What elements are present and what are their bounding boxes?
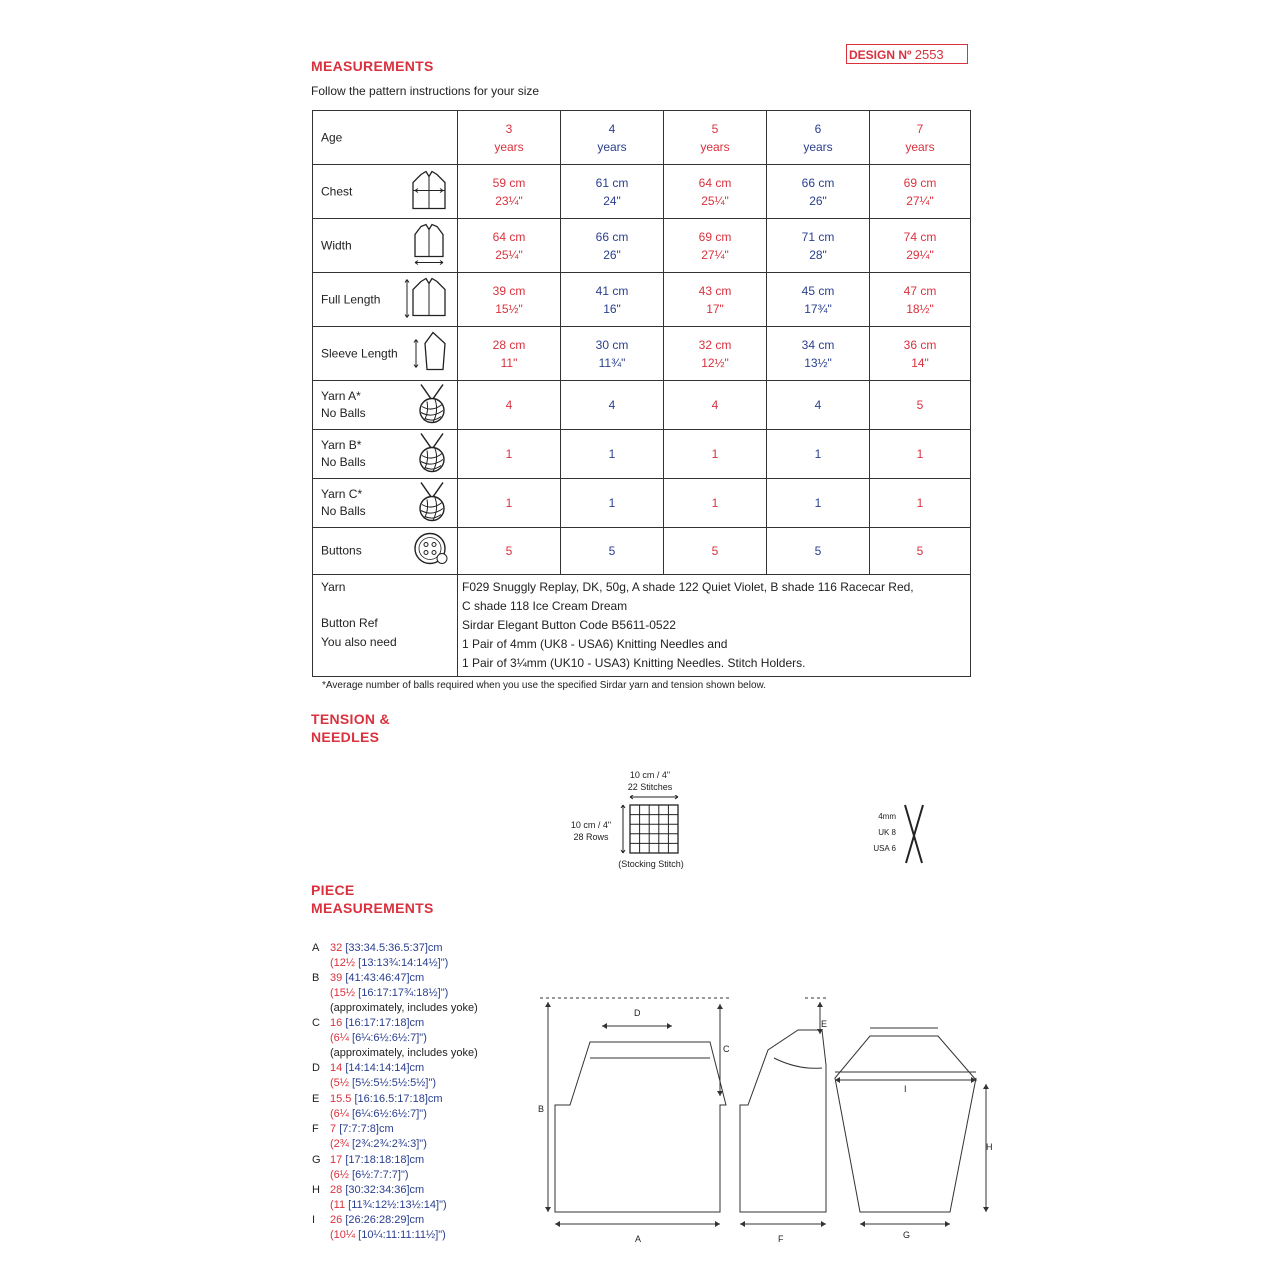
- length-cm: 47 cm: [903, 283, 937, 298]
- tension-side-line1: 10 cm / 4": [570, 820, 612, 830]
- chest-in: 27¼": [906, 193, 934, 208]
- chest-cm: 64 cm: [698, 175, 732, 190]
- length-in: 17": [706, 301, 724, 316]
- piece-imp-first: (12½: [330, 957, 356, 969]
- sleeve-cm: 30 cm: [595, 337, 629, 352]
- piece-imp-rest: [6¼:6½:6½:7]"): [352, 1032, 427, 1044]
- size-unit: years: [700, 139, 730, 154]
- design-prefix: DESIGN Nº: [849, 48, 912, 62]
- size-cell: [664, 111, 767, 165]
- yarn-b-label: [321, 437, 366, 471]
- piece-measure-h: [312, 1183, 447, 1213]
- size-number: 3: [505, 121, 513, 136]
- piece-first: 7: [330, 1123, 337, 1135]
- buttons-value: 5: [767, 528, 870, 575]
- design-number-box: [846, 44, 968, 64]
- sleeve-in: 11": [500, 355, 518, 370]
- yarn-a-row: [313, 381, 971, 430]
- width-in: 28": [809, 247, 827, 262]
- width-in: 27¼": [701, 247, 729, 262]
- piece-imp-rest: [11¾:12½:13½:14]"): [348, 1199, 447, 1211]
- tension-top-line1: 10 cm / 4": [629, 770, 671, 780]
- width-in: 25¼": [495, 247, 523, 262]
- piece-letter: H: [312, 1184, 320, 1196]
- intro-text: Follow the pattern instructions for your size: [311, 84, 540, 98]
- diagram-label-c: C: [723, 1044, 730, 1054]
- chest-cm: 69 cm: [903, 175, 937, 190]
- yarn-a-value: 4: [458, 381, 561, 430]
- piece-imp-first: (11: [330, 1199, 346, 1211]
- yarn-c-value: 1: [561, 479, 664, 528]
- size-number: 4: [608, 121, 616, 136]
- info-line: 1 Pair of 3¼mm (UK10 - USA3) Knitting Needles. Stitch Holders.: [462, 656, 806, 670]
- tension-heading-line1: TENSION &: [311, 711, 390, 727]
- needle-usa: USA 6: [873, 844, 896, 853]
- yarn-b-label-line2: No Balls: [321, 455, 366, 469]
- chest-cm: 61 cm: [595, 175, 629, 190]
- piece-imp-first: (2¾: [330, 1138, 349, 1150]
- piece-first: 17: [330, 1154, 343, 1166]
- piece-rest: [41:43:46:47]cm: [345, 972, 425, 984]
- full-length-label-cell: [313, 273, 458, 327]
- piece-measure-c: [312, 1016, 478, 1061]
- yarn-a-value: 4: [664, 381, 767, 430]
- diagram-label-i: I: [904, 1084, 907, 1094]
- width-cm: 74 cm: [903, 229, 937, 244]
- button-icon: [413, 532, 449, 571]
- size-unit: years: [597, 139, 627, 154]
- tension-heading: [311, 710, 390, 746]
- yarn-c-value: 1: [870, 479, 971, 528]
- yarn-c-label: [321, 486, 366, 520]
- buttons-row: [313, 528, 971, 575]
- footnote: *Average number of balls required when you use the specified Sirdar yarn and tension shown below.: [322, 680, 766, 691]
- yarn-a-label-line1: Yarn A*: [321, 389, 361, 403]
- yarn-b-value: 1: [767, 430, 870, 479]
- yarn-a-value: 4: [767, 381, 870, 430]
- sleeve-length-icon: [413, 329, 449, 378]
- diagram-label-g: G: [903, 1230, 911, 1240]
- piece-imp-first: (6½: [330, 1169, 349, 1181]
- size-number: 6: [814, 121, 822, 136]
- piece-measure-b: [312, 971, 478, 1016]
- age-row: [313, 111, 971, 165]
- schematic-diagram: [530, 990, 1000, 1251]
- chest-in: 23¼": [495, 193, 523, 208]
- length-cm: 39 cm: [492, 283, 526, 298]
- tension-heading-line2: NEEDLES: [311, 729, 380, 745]
- info-line: 1 Pair of 4mm (UK8 - USA6) Knitting Needles and: [462, 637, 728, 651]
- info-line: F029 Snuggly Replay, DK, 50g, A shade 122 Quiet Violet, B shade 116 Racecar Red,: [462, 580, 914, 594]
- width-label: Width: [321, 238, 352, 252]
- tension-top-label: [610, 769, 690, 793]
- piece-letter: F: [312, 1123, 319, 1135]
- piece-imp-first: (6¼: [330, 1032, 349, 1044]
- piece-imp-rest: [2¾:2¾:2¾:3]"): [352, 1138, 427, 1150]
- cardigan-width-icon: [409, 222, 449, 269]
- piece-rest: [7:7:7:8]cm: [339, 1123, 394, 1135]
- length-cm: 45 cm: [801, 283, 835, 298]
- tension-side-label: [560, 819, 622, 843]
- yarn-c-label-line2: No Balls: [321, 504, 366, 518]
- size-unit: years: [803, 139, 833, 154]
- piece-measure-f: [312, 1122, 427, 1152]
- piece-imp-rest: [6¼:6½:6½:7]"): [352, 1108, 427, 1120]
- buttons-label: Buttons: [321, 543, 362, 558]
- tension-bottom-label: (Stocking Stitch): [618, 859, 684, 869]
- piece-rest: [33:34.5:36.5:37]cm: [345, 942, 443, 954]
- yarn-ball-icon: [415, 481, 449, 526]
- piece-rest: [26:26:28:29]cm: [345, 1214, 425, 1226]
- yarn-info-label: Yarn: [321, 580, 346, 594]
- yarn-c-label-line1: Yarn C*: [321, 487, 363, 501]
- size-unit: years: [905, 139, 935, 154]
- measurements-table: [312, 110, 971, 677]
- chest-label-cell: [313, 165, 458, 219]
- info-text-cell: [458, 575, 971, 677]
- tension-side-line2: 28 Rows: [573, 832, 609, 842]
- piece-heading: [311, 881, 434, 917]
- piece-first: 16: [330, 1017, 343, 1029]
- diagram-label-b: B: [538, 1104, 545, 1114]
- yarn-b-value: 1: [458, 430, 561, 479]
- piece-first: 26: [330, 1214, 343, 1226]
- cardigan-chest-icon: [409, 168, 449, 215]
- chest-cm: 59 cm: [492, 175, 526, 190]
- yarn-a-value: 4: [561, 381, 664, 430]
- length-cm: 43 cm: [698, 283, 732, 298]
- yarn-ball-icon: [415, 383, 449, 428]
- needle-mm: 4mm: [878, 812, 896, 821]
- buttons-value: 5: [664, 528, 767, 575]
- piece-letter: E: [312, 1093, 320, 1105]
- size-unit: years: [494, 139, 524, 154]
- front-piece-outline: [740, 1030, 826, 1212]
- sleeve-in: 12½": [701, 355, 729, 370]
- length-cm: 41 cm: [595, 283, 629, 298]
- width-label-cell: [313, 219, 458, 273]
- yarn-b-row: [313, 430, 971, 479]
- full-length-label: Full Length: [321, 292, 381, 306]
- you-also-need-label: You also need: [321, 635, 397, 649]
- chest-row: [313, 165, 971, 219]
- piece-measure-d: [312, 1061, 436, 1091]
- piece-note: (approximately, includes yoke): [330, 1002, 478, 1014]
- yarn-c-label-cell: [313, 479, 458, 528]
- sleeve-cm: 32 cm: [698, 337, 732, 352]
- button-ref-label: Button Ref: [321, 616, 378, 630]
- needle-uk: UK 8: [878, 828, 896, 837]
- yarn-b-value: 1: [561, 430, 664, 479]
- piece-letter: I: [312, 1214, 316, 1226]
- buttons-value: 5: [870, 528, 971, 575]
- piece-first: 32: [330, 942, 343, 954]
- yarn-a-label-cell: [313, 381, 458, 430]
- piece-heading-line1: PIECE: [311, 882, 355, 898]
- yarn-a-label-line2: No Balls: [321, 406, 366, 420]
- yarn-c-row: [313, 479, 971, 528]
- piece-letter: B: [312, 972, 320, 984]
- yarn-c-value: 1: [767, 479, 870, 528]
- sleeve-length-row: [313, 327, 971, 381]
- width-cm: 64 cm: [492, 229, 526, 244]
- piece-imp-first: (15½: [330, 987, 356, 999]
- sleeve-piece-outline: [835, 1036, 976, 1212]
- diagram-label-a: A: [635, 1234, 642, 1244]
- piece-imp-first: (5½: [330, 1077, 349, 1089]
- sleeve-in: 14": [911, 355, 929, 370]
- piece-rest: [16:16.5:17:18]cm: [354, 1093, 443, 1105]
- size-cell: [870, 111, 971, 165]
- length-in: 18½": [906, 301, 934, 316]
- piece-letter: C: [312, 1017, 320, 1029]
- chest-label: Chest: [321, 184, 353, 198]
- piece-rest: [17:18:18:18]cm: [345, 1154, 425, 1166]
- piece-imp-rest: [5½:5½:5½:5½]"): [352, 1077, 437, 1089]
- chest-in: 26": [809, 193, 827, 208]
- tension-grid: [620, 795, 682, 862]
- piece-letter: A: [312, 942, 320, 954]
- piece-imp-rest: [10¼:11:11:11½]"): [358, 1229, 446, 1241]
- width-cm: 69 cm: [698, 229, 732, 244]
- width-in: 26": [603, 247, 621, 262]
- piece-imp-rest: [6½:7:7:7]"): [352, 1169, 409, 1181]
- yarn-c-value: 1: [458, 479, 561, 528]
- piece-first: 15.5: [330, 1093, 352, 1105]
- needle-size-label: [860, 809, 896, 857]
- size-number: 7: [916, 121, 924, 136]
- piece-measure-e: [312, 1092, 443, 1122]
- buttons-label-cell: [313, 528, 458, 575]
- piece-letter: G: [312, 1154, 321, 1166]
- buttons-value: 5: [458, 528, 561, 575]
- piece-rest: [30:32:34:36]cm: [345, 1184, 425, 1196]
- piece-rest: [14:14:14:14]cm: [345, 1062, 425, 1074]
- buttons-value: 5: [561, 528, 664, 575]
- width-cm: 66 cm: [595, 229, 629, 244]
- tension-top-line2: 22 Stitches: [627, 782, 673, 792]
- piece-measure-g: [312, 1153, 424, 1183]
- sleeve-in: 13½": [804, 355, 832, 370]
- sleeve-length-label: Sleeve Length: [321, 346, 398, 360]
- width-in: 29¼": [906, 247, 934, 262]
- piece-imp-first: (6¼: [330, 1108, 349, 1120]
- sleeve-length-label-cell: [313, 327, 458, 381]
- width-cm: 71 cm: [801, 229, 835, 244]
- sleeve-in: 11¾": [598, 355, 626, 370]
- chest-in: 25¼": [701, 193, 729, 208]
- piece-measure-a: [312, 941, 448, 971]
- piece-note: (approximately, includes yoke): [330, 1047, 478, 1059]
- length-in: 15½": [495, 301, 523, 316]
- piece-measure-i: [312, 1213, 446, 1243]
- info-line: C shade 118 Ice Cream Dream: [462, 599, 628, 613]
- size-cell: [561, 111, 664, 165]
- sleeve-cm: 28 cm: [492, 337, 526, 352]
- back-piece-outline: [555, 1042, 726, 1212]
- piece-imp-rest: [13:13¾:14:14½]"): [358, 957, 449, 969]
- age-label: Age: [321, 130, 343, 144]
- yarn-a-label: [321, 388, 366, 422]
- yarn-ball-icon: [415, 432, 449, 477]
- cardigan-length-icon: [403, 275, 449, 324]
- yarn-a-value: 5: [870, 381, 971, 430]
- piece-letter: D: [312, 1062, 320, 1074]
- diagram-label-f: F: [778, 1234, 784, 1244]
- chest-cm: 66 cm: [801, 175, 835, 190]
- yarn-b-label-cell: [313, 430, 458, 479]
- chest-in: 24": [603, 193, 621, 208]
- full-length-row: [313, 273, 971, 327]
- length-in: 16": [603, 301, 621, 316]
- piece-imp-first: (10¼: [330, 1229, 356, 1241]
- measurements-heading: MEASUREMENTS: [311, 58, 434, 74]
- design-number: 2553: [914, 47, 944, 62]
- length-in: 17¾": [804, 301, 832, 316]
- piece-heading-line2: MEASUREMENTS: [311, 900, 434, 916]
- yarn-c-value: 1: [664, 479, 767, 528]
- piece-rest: [16:17:17:18]cm: [345, 1017, 425, 1029]
- front-yoke-curve: [774, 1058, 822, 1068]
- size-cell: [458, 111, 561, 165]
- diagram-label-d: D: [634, 1008, 641, 1018]
- piece-first: 14: [330, 1062, 343, 1074]
- piece-first: 39: [330, 972, 343, 984]
- info-label-cell: [313, 575, 458, 677]
- yarn-b-value: 1: [664, 430, 767, 479]
- size-cell: [767, 111, 870, 165]
- diagram-label-h: H: [986, 1142, 993, 1152]
- diagram-label-e: E: [821, 1019, 828, 1029]
- width-row: [313, 219, 971, 273]
- sleeve-cm: 36 cm: [903, 337, 937, 352]
- piece-first: 28: [330, 1184, 343, 1196]
- piece-imp-rest: [16:17:17¾:18½]"): [358, 987, 449, 999]
- age-label-cell: [313, 111, 458, 165]
- needles-icon: [902, 803, 926, 870]
- size-number: 5: [711, 121, 719, 136]
- info-line: Sirdar Elegant Button Code B5611-0522: [462, 618, 676, 632]
- sleeve-cm: 34 cm: [801, 337, 835, 352]
- yarn-b-label-line1: Yarn B*: [321, 438, 362, 452]
- yarn-b-value: 1: [870, 430, 971, 479]
- info-row: [313, 575, 971, 677]
